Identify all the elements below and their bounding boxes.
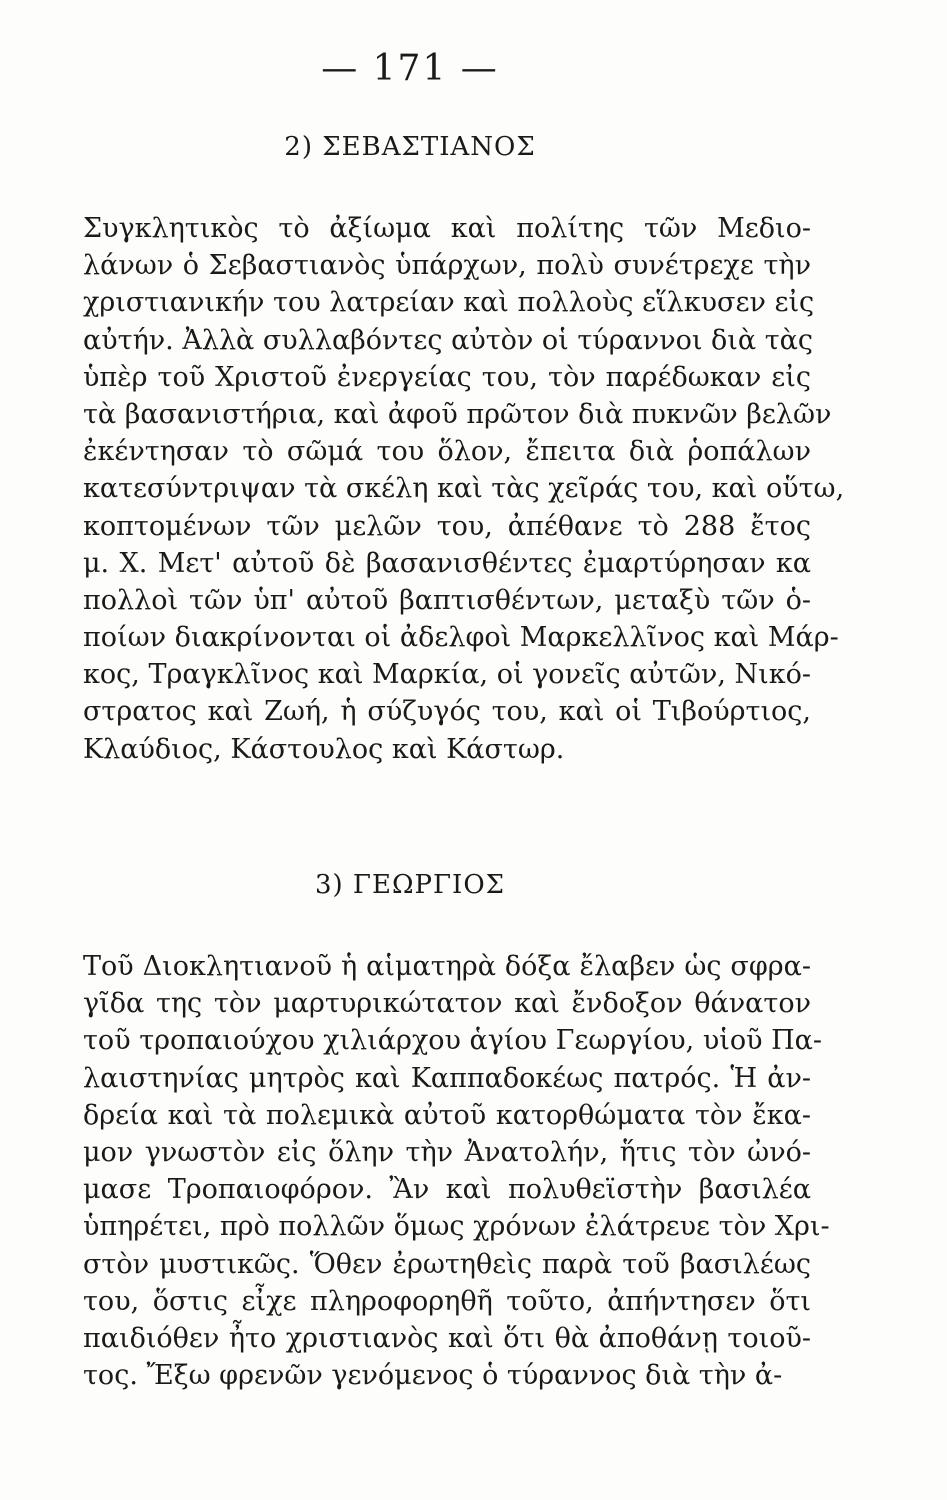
text-line: τοῦ τροπαιούχου χιλιάρχου ἁγίου Γεωργίου, υἱοῦ Πα- [83,1025,822,1057]
text-line: παιδιόθεν ἦτο χριστιανὸς καὶ ὅτι θὰ ἀποθάνῃ τοιοῦ- [83,1322,811,1354]
text-line: μασε Τροπαιοφόρον. Ἂν καὶ πολυθεϊστὴν βασιλέα [83,1174,811,1206]
text-line: γῖδα της τὸν μαρτυρικώτατον καὶ ἔνδοξον θάνατον [83,988,811,1020]
text-line: κοπτομένων τῶν μελῶν του, ἀπέθανε τὸ 288 ἔτος [83,510,811,542]
text-line: χριστιανικήν του λατρείαν καὶ πολλοὺς εἵλκυσεν εἰς [83,287,815,319]
text-line: ὑπηρέτει, πρὸ πολλῶν ὅμως χρόνων ἐλάτρευε τὸν Χρι- [83,1211,830,1243]
text-line: στρατος καὶ Ζωή, ἡ σύζυγός του, καὶ οἱ Τιβούρτιος, [83,696,811,728]
text-line: του, ὅστις εἶχε πληροφορηθῆ τοῦτο, ἀπήντησεν ὅτι [83,1285,811,1317]
text-line: κος, Τραγκλῖνος καὶ Μαρκία, οἱ γονεῖς αὐτῶν, Νικό- [83,659,811,691]
page-number: — 171 — [321,48,499,89]
text-line: αὐτήν. Ἀλλὰ συλλαβόντες αὐτὸν οἱ τύραννοι διὰ τὰς [83,324,814,356]
section-title-sebastianos: 2) ΣΕΒΑΣΤΙΑΝΟΣ [284,132,536,162]
text-line: κατεσύντριψαν τὰ σκέλη καὶ τὰς χεῖράς του, καὶ οὕτω, [83,473,845,505]
paragraph-sebastianos [83,210,845,768]
text-line: λαιστηνίας μητρὸς καὶ Καππαδοκέως πατρός. Ἡ ἀν- [83,1062,811,1094]
text-line: ἐκέντησαν τὸ σῶμά του ὅλον, ἔπειτα διὰ ῥοπάλων [83,436,811,468]
text-line: ποίων διακρίνονται οἱ ἀδελφοὶ Μαρκελλῖνος καὶ Μάρ- [83,622,839,654]
text-line: δρεία καὶ τὰ πολεμικὰ αὐτοῦ κατορθώματα τὸν ἔκα- [83,1099,811,1131]
text-line: πολλοὶ τῶν ὑπ' αὐτοῦ βαπτισθέντων, μεταξὺ τῶν ὁ- [83,584,811,616]
text-line: μον γνωστὸν εἰς ὅλην τὴν Ἀνατολήν, ἥτις τὸν ὠνό- [83,1136,811,1168]
text-line: Κλαύδιος, Κάστουλος καὶ Κάστωρ. [83,733,565,765]
text-line: μ. Χ. Μετ' αὐτοῦ δὲ βασανισθέντες ἐμαρτύρησαν κα [83,547,811,579]
text-line: τὰ βασανιστήρια, καὶ ἀφοῦ πρῶτον διὰ πυκνῶν βελῶν [83,398,832,430]
section-title-georgios: 3) ΓΕΩΡΓΙΟΣ [314,870,506,900]
text-line: στὸν μυστικῶς. Ὅθεν ἐρωτηθεὶς παρὰ τοῦ βασιλέως [83,1248,811,1280]
text-line: ὑπὲρ τοῦ Χριστοῦ ἐνεργείας του, τὸν παρέδωκαν εἰς [83,361,811,393]
text-line: τος. Ἔξω φρενῶν γενόμενος ὁ τύραννος διὰ τὴν ἀ- [83,1360,783,1392]
text-line: Συγκλητικὸς τὸ ἀξίωμα καὶ πολίτης τῶν Μεδιο- [83,213,811,244]
paragraph-georgios [83,948,830,1394]
text-line: λάνων ὁ Σεβαστιανὸς ὑπάρχων, πολὺ συνέτρεχε τὴν [83,250,811,282]
text-line: Τοῦ Διοκλητιανοῦ ἡ αἱματηρὰ δόξα ἔλαβεν ὡς σφρα- [83,951,811,982]
